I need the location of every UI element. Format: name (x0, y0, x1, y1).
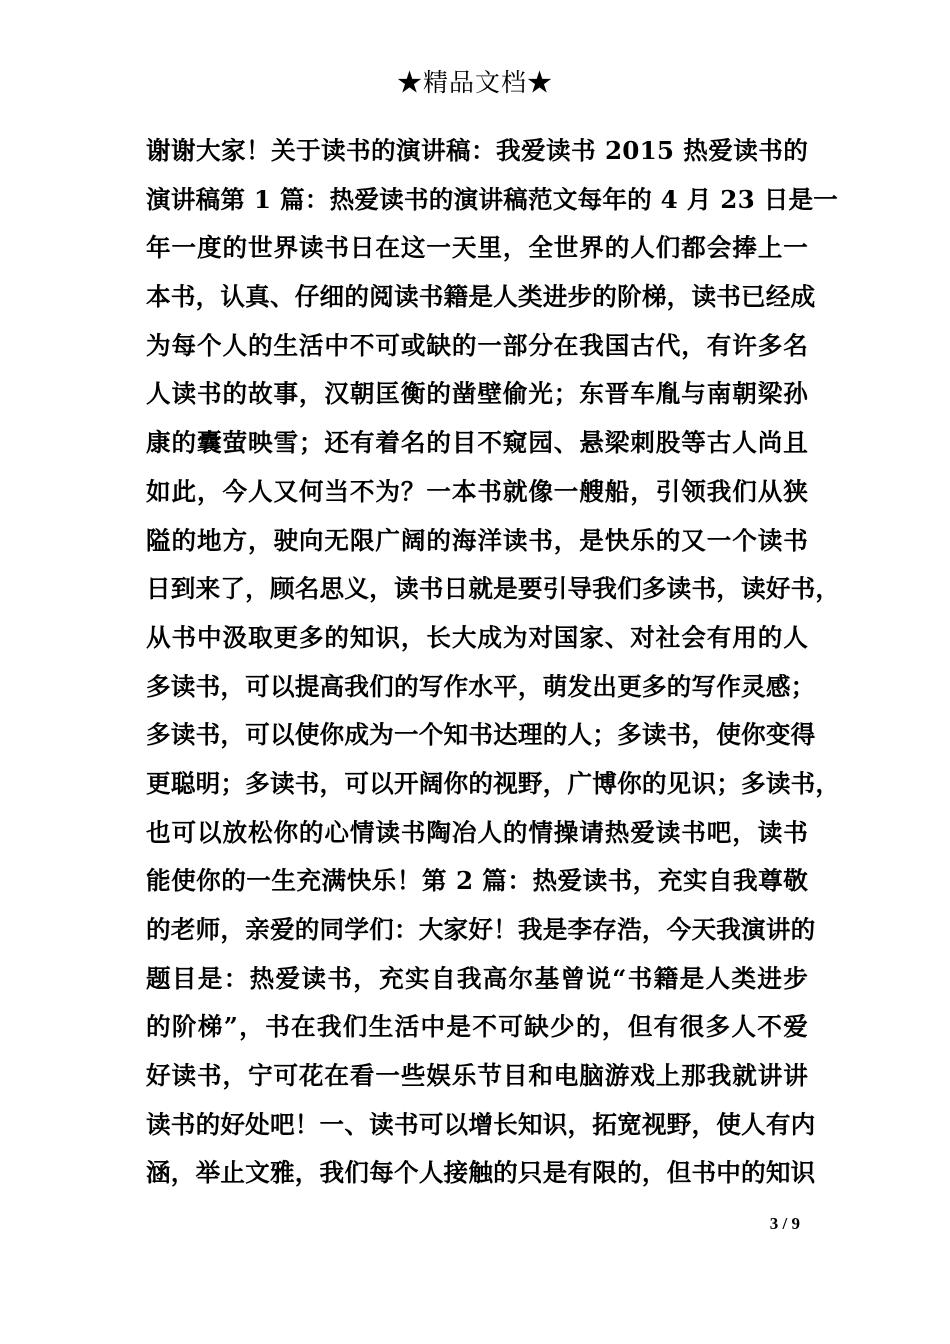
text-line: 好读书，宁可花在看一些娱乐节目和电脑游戏上那我就讲讲 (146, 1061, 808, 1091)
text-line: 的老师，亲爱的同学们：大家好！我是李存浩，今天我演讲的 (146, 915, 816, 944)
text-line: 的阶梯”，书在我们生活中是不可缺少的，但有很多人不爱 (146, 1012, 808, 1042)
document-body (146, 127, 841, 1198)
text-line: 如此，今人又何当不为？一本书就像一艘船，引领我们从狭 (146, 476, 808, 506)
text-line: 年一度的世界读书日在这一天里，全世界的人们都会捧上一 (146, 233, 808, 263)
text-line: 多读书，可以提高我们的写作水平，萌发出更多的写作灵感； (146, 671, 816, 701)
page-number: 3 / 9 (769, 1214, 800, 1233)
text-line: 从书中汲取更多的知识，长大成为对国家、对社会有用的人 (146, 622, 808, 652)
text-line: 演讲稿第 1 篇：热爱读书的演讲稿范文每年的 4 月 23 日是一 (146, 184, 839, 214)
text-line: 读书的好处吧！一、读书可以增长知识，拓宽视野，使人有内 (146, 1109, 816, 1139)
text-line: 涵，举止文雅，我们每个人接触的只是有限的，但书中的知识 (146, 1158, 816, 1188)
text-line: 也可以放松你的心情读书陶冶人的情操请热爱读书吧，读书 (146, 817, 808, 847)
text-line: 能使你的一生充满快乐！第 2 篇：热爱读书，充实自我尊敬 (146, 866, 808, 896)
text-line: 日到来了，顾名思义，读书日就是要引导我们多读书，读好书， (146, 574, 841, 604)
text-line: 谢谢大家！关于读书的演讲稿：我爱读书 2015 热爱读书的 (146, 136, 808, 165)
text-line: 题目是：热爱读书，充实自我高尔基曾说“书籍是人类进步 (146, 963, 808, 993)
text-line: 隘的地方，驶向无限广阔的海洋读书，是快乐的又一个读书 (146, 525, 808, 555)
text-line: 更聪明；多读书，可以开阔你的视野，广博你的见识；多读书， (146, 768, 841, 798)
text-line: 为每个人的生活中不可或缺的一部分在我国古代，有许多名 (146, 330, 808, 360)
text-line: 本书，认真、仔细的阅读书籍是人类进步的阶梯，读书已经成 (146, 282, 816, 312)
text-line: 人读书的故事，汉朝匡衡的凿壁偷光；东晋车胤与南朝梁孙 (146, 379, 808, 409)
text-line: 康的囊萤映雪；还有着名的目不窥园、悬梁刺股等古人尚且 (146, 428, 808, 458)
text-line: 多读书，可以使你成为一个知书达理的人；多读书，使你变得 (146, 720, 816, 750)
page-header-title: ★精品文档★ (396, 68, 553, 97)
